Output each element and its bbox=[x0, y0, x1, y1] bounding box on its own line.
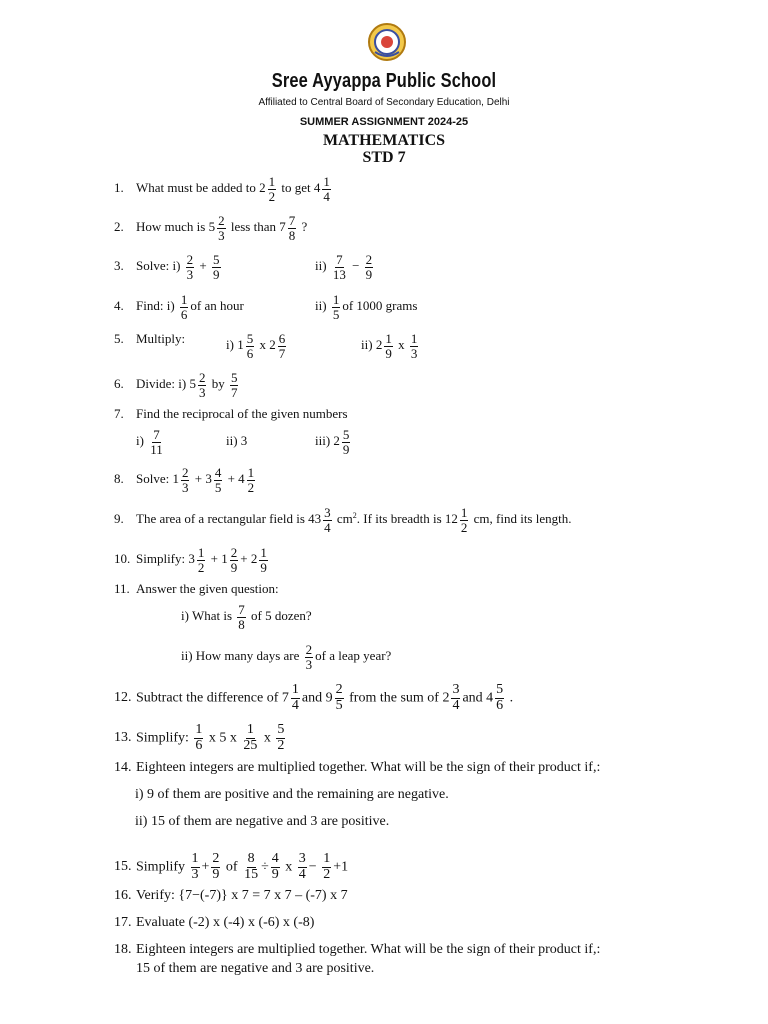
question-text: of bbox=[222, 859, 242, 875]
numerator: 5 bbox=[342, 427, 350, 442]
whole-number: 3 bbox=[205, 471, 212, 487]
numerator: 1 bbox=[247, 465, 255, 480]
denominator: 6 bbox=[246, 345, 254, 361]
question-text: of 1000 grams bbox=[342, 298, 418, 314]
numerator: 1 bbox=[410, 331, 418, 346]
question-11 bbox=[114, 582, 279, 595]
operator: + bbox=[191, 471, 206, 487]
operator: − bbox=[308, 859, 321, 875]
denominator: 4 bbox=[324, 519, 331, 535]
question-text: ii) bbox=[315, 258, 330, 274]
denominator: 8 bbox=[288, 227, 296, 243]
fraction bbox=[298, 852, 307, 882]
denominator: 25 bbox=[243, 737, 258, 753]
denominator: 3 bbox=[410, 345, 418, 361]
fraction bbox=[322, 175, 331, 203]
whole-number: 5 bbox=[189, 376, 196, 392]
whole-number: 4 bbox=[313, 180, 321, 196]
question-text: How much is bbox=[136, 219, 209, 235]
numerator: 1 bbox=[260, 545, 267, 560]
question-text: Solve: i) bbox=[136, 258, 184, 274]
question-number: 13. bbox=[114, 730, 132, 746]
operator: + bbox=[207, 551, 222, 567]
denominator: 2 bbox=[268, 188, 276, 204]
question-5-part-ii bbox=[361, 332, 420, 360]
numerator: 1 bbox=[197, 545, 205, 560]
numerator: 1 bbox=[291, 682, 299, 697]
fraction bbox=[259, 546, 268, 574]
numerator: 2 bbox=[365, 252, 373, 267]
question-text: Eighteen integers are multiplied together. What will be the sign of their product if,: bbox=[136, 760, 601, 775]
question-12 bbox=[114, 683, 513, 713]
fraction bbox=[291, 683, 300, 713]
question-18-line-2: 15 of them are negative and 3 are positive. bbox=[136, 961, 375, 976]
question-13 bbox=[114, 723, 287, 753]
whole-number: 2 bbox=[269, 337, 276, 353]
question-text: by bbox=[208, 376, 228, 392]
operator: + bbox=[240, 551, 251, 567]
numerator: 2 bbox=[186, 252, 194, 267]
fraction bbox=[197, 546, 206, 574]
numerator: 3 bbox=[298, 851, 306, 866]
denominator: 13 bbox=[332, 266, 346, 282]
denominator: 15 bbox=[244, 866, 259, 882]
numerator: 1 bbox=[385, 331, 392, 346]
numerator: 3 bbox=[452, 682, 460, 697]
question-number: 16. bbox=[114, 888, 132, 903]
question-7 bbox=[114, 407, 348, 420]
fraction bbox=[242, 723, 258, 753]
fraction bbox=[305, 643, 314, 671]
numerator: 2 bbox=[335, 682, 343, 697]
question-4-part-ii bbox=[315, 293, 417, 321]
fraction bbox=[194, 723, 203, 753]
fraction bbox=[451, 683, 460, 713]
whole-number: 2 bbox=[442, 690, 450, 706]
question-text: Answer the given question: bbox=[136, 581, 279, 596]
fraction bbox=[243, 852, 259, 882]
fraction bbox=[460, 506, 469, 534]
question-text: Simplify bbox=[136, 859, 189, 875]
whole-number: 9 bbox=[325, 690, 333, 706]
question-text: ii) bbox=[315, 298, 330, 314]
question-text: . bbox=[506, 690, 514, 706]
fraction bbox=[322, 852, 331, 882]
question-number: 7. bbox=[114, 406, 124, 421]
question-text: and bbox=[462, 690, 487, 706]
whole-number: 4 bbox=[238, 471, 245, 487]
question-14-part-ii: ii) 15 of them are negative and 3 are positive. bbox=[135, 814, 390, 829]
operator: x bbox=[256, 337, 270, 353]
question-number: 6. bbox=[114, 376, 124, 392]
denominator: 3 bbox=[191, 866, 199, 882]
question-15 bbox=[114, 852, 348, 882]
denominator: 3 bbox=[218, 227, 225, 243]
question-number: 3. bbox=[114, 258, 124, 274]
whole-number: 4 bbox=[486, 690, 494, 706]
fraction bbox=[335, 683, 344, 713]
denominator: 7 bbox=[230, 384, 238, 400]
whole-number: 2 bbox=[259, 180, 266, 196]
question-5 bbox=[114, 332, 185, 345]
question-14 bbox=[114, 761, 600, 775]
denominator: 4 bbox=[298, 866, 306, 882]
denominator: 3 bbox=[198, 384, 206, 400]
numerator: 2 bbox=[198, 370, 206, 385]
denominator: 2 bbox=[277, 737, 285, 753]
question-number: 2. bbox=[114, 219, 124, 235]
fraction bbox=[198, 371, 207, 399]
whole-number: 7 bbox=[281, 690, 289, 706]
denominator: 3 bbox=[181, 479, 189, 495]
question-text: Find: i) bbox=[136, 298, 178, 314]
fraction bbox=[230, 371, 239, 399]
question-1 bbox=[114, 175, 333, 203]
question-text: Multiply: bbox=[136, 331, 186, 346]
question-text: ? bbox=[298, 219, 308, 235]
whole-number: 1 bbox=[237, 337, 244, 353]
question-text: cm, find its length. bbox=[470, 511, 572, 527]
denominator: 3 bbox=[305, 656, 313, 672]
question-number: 18. bbox=[114, 942, 132, 957]
denominator: 8 bbox=[238, 616, 245, 632]
numerator: 1 bbox=[246, 722, 254, 737]
denominator: 9 bbox=[385, 345, 392, 361]
question-9 bbox=[114, 506, 572, 534]
whole-number: 5 bbox=[208, 219, 216, 235]
denominator: 5 bbox=[332, 306, 340, 322]
question-text: Find the reciprocal of the given numbers bbox=[136, 406, 348, 421]
question-text: x 5 x bbox=[205, 730, 241, 746]
question-text: of 5 dozen? bbox=[247, 608, 312, 624]
question-7-part-i bbox=[136, 428, 166, 456]
question-number: 10. bbox=[114, 551, 131, 567]
question-text: Evaluate (-2) x (-4) x (-6) x (-8) bbox=[136, 915, 315, 930]
question-number: 5. bbox=[114, 331, 124, 346]
operator: − bbox=[348, 258, 363, 274]
fraction bbox=[149, 428, 164, 456]
fraction bbox=[271, 852, 280, 882]
question-number: 9. bbox=[114, 511, 124, 527]
numerator: 5 bbox=[213, 252, 220, 267]
question-number: 11. bbox=[114, 581, 130, 596]
denominator: 6 bbox=[195, 737, 203, 753]
whole-number: 12 bbox=[444, 511, 458, 527]
numerator: 4 bbox=[271, 851, 279, 866]
question-number: 12. bbox=[114, 690, 132, 706]
fraction bbox=[237, 603, 246, 631]
numerator: 5 bbox=[246, 331, 254, 346]
fraction bbox=[180, 293, 189, 321]
question-text: Subtract the difference of bbox=[136, 690, 282, 706]
numerator: 6 bbox=[278, 331, 286, 346]
question-3-part-ii bbox=[315, 253, 375, 281]
fraction bbox=[365, 253, 374, 281]
question-number: 15. bbox=[114, 859, 132, 875]
denominator: 2 bbox=[323, 866, 331, 882]
numerator: 1 bbox=[268, 174, 276, 189]
numerator: 1 bbox=[180, 292, 188, 307]
fraction bbox=[230, 546, 239, 574]
numerator: 2 bbox=[218, 213, 225, 228]
denominator: 6 bbox=[180, 306, 188, 322]
numerator: 3 bbox=[324, 505, 331, 520]
denominator: 5 bbox=[335, 697, 343, 713]
fraction bbox=[268, 175, 277, 203]
fraction bbox=[217, 214, 226, 242]
question-text: from the sum of bbox=[345, 690, 443, 706]
question-14-part-i: i) 9 of them are positive and the remaining are negative. bbox=[135, 787, 449, 802]
whole-number: 2 bbox=[375, 337, 383, 353]
denominator: 11 bbox=[150, 441, 163, 457]
fraction bbox=[186, 253, 195, 281]
question-text: of an hour bbox=[190, 298, 244, 314]
question-text: cm bbox=[333, 511, 353, 527]
question-text: and bbox=[301, 690, 326, 706]
denominator: 3 bbox=[186, 266, 194, 282]
question-text: Divide: i) bbox=[136, 376, 190, 392]
denominator: 9 bbox=[213, 266, 220, 282]
question-text: Verify: {7−(-7)} x 7 = 7 x 7 – (-7) x 7 bbox=[136, 888, 348, 903]
question-text: Simplify: bbox=[136, 730, 193, 746]
fraction bbox=[410, 332, 419, 360]
fraction bbox=[342, 428, 351, 456]
question-text: +1 bbox=[333, 859, 349, 875]
question-text: Simplify: bbox=[136, 551, 189, 567]
numerator: 2 bbox=[181, 465, 189, 480]
numerator: 7 bbox=[238, 602, 245, 617]
denominator: 9 bbox=[260, 559, 267, 575]
question-text: i) bbox=[136, 433, 148, 449]
numerator: 4 bbox=[214, 465, 222, 480]
question-4 bbox=[114, 293, 244, 321]
superscript: 2 bbox=[352, 510, 357, 520]
fraction bbox=[288, 214, 297, 242]
school-logo bbox=[367, 22, 407, 62]
fraction bbox=[323, 506, 332, 534]
question-text: ii) How many days are bbox=[181, 648, 303, 664]
question-text: i) bbox=[226, 337, 238, 353]
assignment-title: SUMMER ASSIGNMENT 2024-25 bbox=[299, 116, 469, 128]
numerator: 1 bbox=[195, 722, 203, 737]
question-11-part-ii bbox=[181, 643, 391, 671]
numerator: 7 bbox=[153, 427, 160, 442]
fraction bbox=[384, 332, 393, 360]
numerator: 7 bbox=[336, 252, 343, 267]
subject-title: MATHEMATICS bbox=[322, 132, 446, 149]
whole-number: 1 bbox=[172, 471, 179, 487]
denominator: 6 bbox=[496, 697, 504, 713]
denominator: 4 bbox=[323, 188, 330, 204]
operator: + bbox=[224, 471, 239, 487]
fraction bbox=[332, 253, 347, 281]
numerator: 1 bbox=[323, 174, 330, 189]
school-name: Sree Ayyappa Public School bbox=[271, 70, 497, 92]
operator: ÷ bbox=[261, 859, 269, 875]
question-16 bbox=[114, 889, 348, 903]
fraction bbox=[247, 466, 256, 494]
numerator: 2 bbox=[305, 642, 313, 657]
question-11-part-i bbox=[181, 603, 312, 631]
fraction bbox=[278, 332, 287, 360]
denominator: 2 bbox=[460, 519, 468, 535]
operator: x bbox=[281, 859, 296, 875]
numerator: 5 bbox=[277, 722, 285, 737]
whole-number: 2 bbox=[333, 433, 340, 449]
question-number: 8. bbox=[114, 471, 124, 487]
numerator: 1 bbox=[460, 505, 468, 520]
numerator: 1 bbox=[323, 851, 331, 866]
denominator: 5 bbox=[214, 479, 222, 495]
fraction bbox=[276, 723, 285, 753]
question-text: What must be added to bbox=[136, 180, 260, 196]
question-text: Solve: bbox=[136, 471, 173, 487]
denominator: 4 bbox=[452, 697, 460, 713]
denominator: 2 bbox=[197, 559, 205, 575]
question-7-part-iii bbox=[315, 428, 352, 456]
whole-number: 7 bbox=[279, 219, 286, 235]
numerator: 5 bbox=[230, 370, 238, 385]
question-text: iii) bbox=[315, 433, 334, 449]
question-7-part-ii: ii) 3 bbox=[226, 433, 248, 448]
question-number: 1. bbox=[114, 180, 124, 196]
operator: x bbox=[394, 337, 408, 353]
fraction bbox=[246, 332, 255, 360]
operator: + bbox=[201, 859, 210, 875]
denominator: 7 bbox=[278, 345, 286, 361]
question-number: 4. bbox=[114, 298, 124, 314]
operator: + bbox=[196, 258, 211, 274]
question-text: of a leap year? bbox=[315, 648, 392, 664]
numerator: 1 bbox=[191, 851, 199, 866]
numerator: 7 bbox=[288, 213, 296, 228]
denominator: 4 bbox=[291, 697, 299, 713]
denominator: 2 bbox=[247, 479, 255, 495]
numerator: 2 bbox=[212, 851, 220, 866]
denominator: 9 bbox=[212, 866, 220, 882]
numerator: 8 bbox=[247, 851, 255, 866]
fraction bbox=[332, 293, 341, 321]
whole-number: 2 bbox=[250, 551, 258, 567]
whole-number: 1 bbox=[221, 551, 228, 567]
fraction bbox=[191, 852, 200, 882]
question-text: to get bbox=[278, 180, 314, 196]
question-text: . If its breadth is bbox=[356, 511, 445, 527]
question-2 bbox=[114, 214, 307, 242]
question-8 bbox=[114, 466, 257, 494]
question-number: 14. bbox=[114, 760, 132, 775]
fraction bbox=[181, 466, 190, 494]
whole-number: 43 bbox=[308, 511, 322, 527]
question-text: ii) bbox=[361, 337, 376, 353]
question-5-part-i bbox=[226, 332, 288, 360]
fraction bbox=[211, 852, 220, 882]
question-text: less than bbox=[227, 219, 280, 235]
denominator: 9 bbox=[365, 266, 373, 282]
question-text: The area of a rectangular field is bbox=[136, 511, 309, 527]
question-text: Eighteen integers are multiplied together. What will be the sign of their product if,: bbox=[136, 942, 601, 957]
fraction bbox=[495, 683, 504, 713]
question-18 bbox=[114, 943, 600, 957]
question-text: i) What is bbox=[181, 608, 236, 624]
question-17 bbox=[114, 916, 314, 930]
denominator: 9 bbox=[342, 441, 350, 457]
numerator: 5 bbox=[496, 682, 504, 697]
question-text: x bbox=[260, 730, 275, 746]
affiliation-line: Affiliated to Central Board of Secondary Education, Delhi bbox=[258, 97, 510, 108]
whole-number: 3 bbox=[188, 551, 195, 567]
denominator: 9 bbox=[271, 866, 279, 882]
numerator: 1 bbox=[332, 292, 340, 307]
fraction bbox=[212, 253, 221, 281]
denominator: 9 bbox=[230, 559, 238, 575]
numerator: 2 bbox=[230, 545, 238, 560]
question-6 bbox=[114, 371, 240, 399]
question-number: 17. bbox=[114, 915, 132, 930]
question-10 bbox=[114, 546, 270, 574]
fraction bbox=[214, 466, 223, 494]
standard-title: STD 7 bbox=[362, 149, 406, 166]
question-3 bbox=[114, 253, 223, 281]
